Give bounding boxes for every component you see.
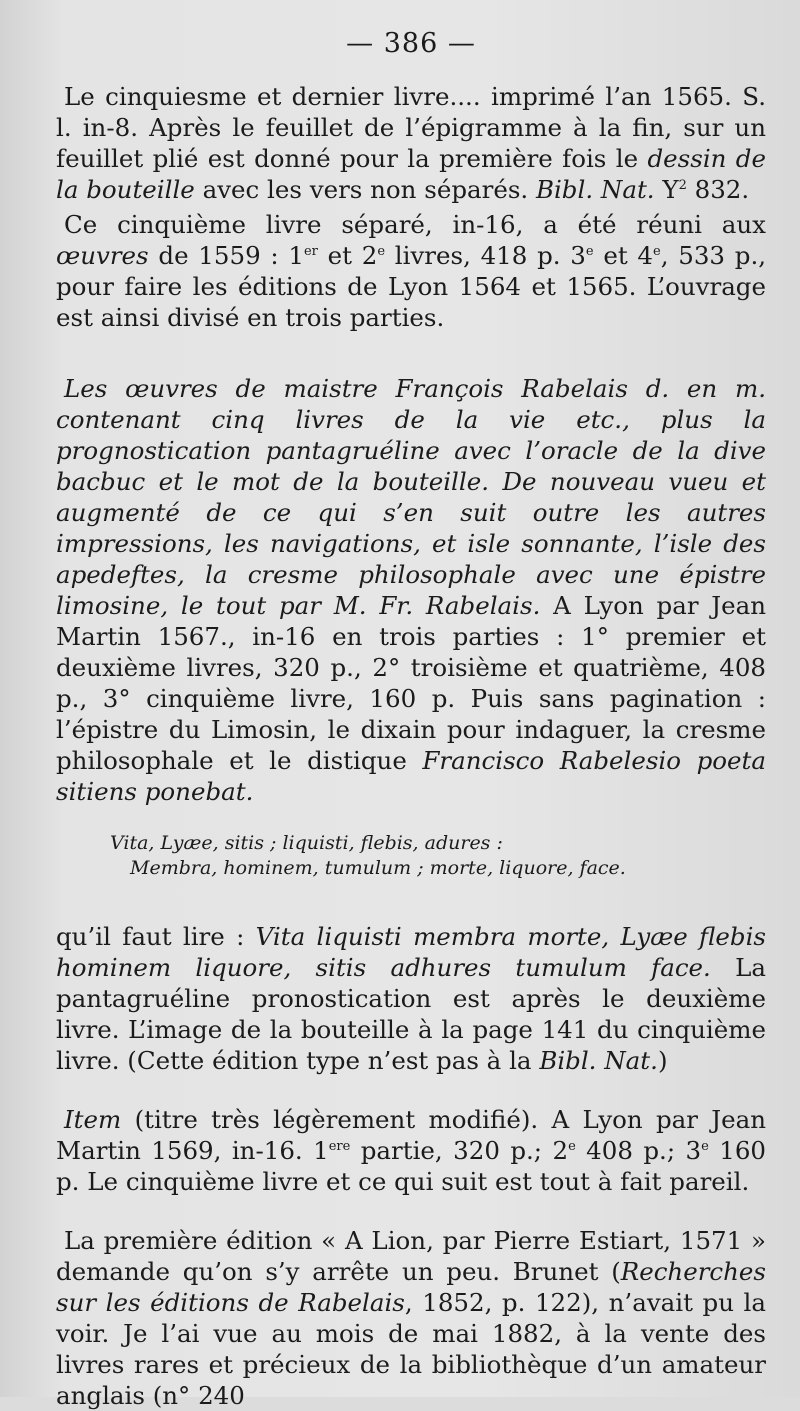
text-run: , 533 p., pour faire les éditions de Lyon 1564 et 1565. L’ouvrage est ainsi divisé en trois parties. (56, 241, 767, 332)
italic-run: Item (64, 1105, 122, 1134)
text-run: 408 p.; 3 (575, 1136, 702, 1165)
verse-line-2: Membra, hominem, tumulum ; morte, liquore, face. (130, 857, 626, 879)
superscript-run: er (303, 244, 318, 259)
italic-run: Vita liquisti membra morte, Lyæe flebis hominem liquore, sitis adhures tumulum face. (56, 922, 766, 982)
italic-run: Bibl. Nat. (539, 1046, 658, 1075)
paragraph-cinquieme-separe (56, 209, 766, 333)
text-run: Le cinquiesme et dernier livre.... imprimé l’an 1565. S. l. in-8. Après le feuillet de l’épigramme à la fin, sur un feuillet plié est donné pour la première fois le (56, 82, 766, 173)
superscript-run: e (585, 244, 594, 259)
paragraph-item-1569 (56, 1104, 766, 1197)
text-run: A Lyon par Jean Martin 1567., in-16 en trois parties : 1° premier et deuxième livres, 320 p., 2° troisième et quatrième, 408 p., 3° cinquième livre, 160 p. Puis sans pagination : l’épistre du Limosin, le dixain pour indaguer, la cresme philosophale et le distique (56, 591, 767, 775)
text-run: (titre très légèrement modifié). A Lyon par Jean Martin 1569, in-16. 1 (56, 1105, 766, 1165)
text-run: de 1559 : 1 (148, 241, 304, 270)
text-run: Ce cinquième livre séparé, in-16, a été réuni aux (64, 210, 766, 239)
text-run: La première édition « A Lion, par Pierre Estiart, 1571 » demande qu’on s’y arrête un peu. Brunet ( (56, 1226, 766, 1286)
superscript-run: e (377, 244, 386, 259)
paragraph-premiere-edition (56, 1225, 766, 1411)
text-run: , 1852, p. 122), n’avait pu la voir. Je l’ai vue au mois de mai 1882, à la vente des livres rares et précieux de la bibliothèque d’un amateur anglais (n° 240 (56, 1288, 766, 1410)
verse-line-1: Vita, Lyæe, sitis ; liquisti, flebis, adures : (110, 832, 503, 854)
page-number: — 386 — (346, 28, 476, 59)
text-run: et 4 (593, 241, 654, 270)
superscript-run: 2 (678, 178, 687, 193)
superscript-run: e (653, 244, 661, 259)
superscript-run: e (568, 1139, 576, 1154)
italic-run: œuvres (56, 241, 149, 270)
italic-run: Les œuvres de maistre François Rabelais d. en m. contenant cinq livres de la vie etc., plus la prognostication pantagruéline avec l’oracle de la dive bacbuc et le mot de la bouteille. De nouveau vueu et augmenté de ce qui s’en suit outre les autres impressions, les navigations, et isle sonnante, l’isle des apedeftes, la cresme philosophale avec une épistre limosine, le tout par M. Fr. Rabelais. (56, 374, 766, 620)
latin-distich (56, 831, 766, 881)
text-run: avec les vers non séparés. (194, 175, 536, 204)
text-run: 160 p. Le cinquième livre et ce qui suit est tout à fait pareil. (56, 1136, 766, 1196)
superscript-run: e (701, 1139, 709, 1154)
text-run: livres, 418 p. 3 (385, 241, 586, 270)
paragraph-cinquiesme-livre (56, 81, 766, 205)
text-run: 832. (686, 175, 750, 204)
superscript-run: ere (328, 1139, 351, 1154)
paragraph-quil-faut-lire (56, 921, 766, 1076)
text-run: ) (657, 1046, 668, 1075)
text-run: La pantagruéline pronostication est après le deuxième livre. L’image de la bouteille à la page 141 du cinquième livre. (Cette édition type n’est pas à la (56, 953, 766, 1075)
text-run: et 2 (317, 241, 378, 270)
text-run: qu’il faut lire : (56, 922, 256, 951)
italic-run: dessin de la bouteille (56, 144, 766, 204)
paragraph-oeuvres-1567 (56, 373, 766, 807)
italic-run: Recherches sur les éditions de Rabelais (56, 1257, 766, 1317)
text-run: partie, 320 p.; 2 (350, 1136, 569, 1165)
italic-run: Bibl. Nat. (535, 175, 655, 204)
italic-run: Francisco Rabelesio poeta sitiens ponebat. (56, 746, 766, 806)
text-run: Y (654, 175, 679, 204)
